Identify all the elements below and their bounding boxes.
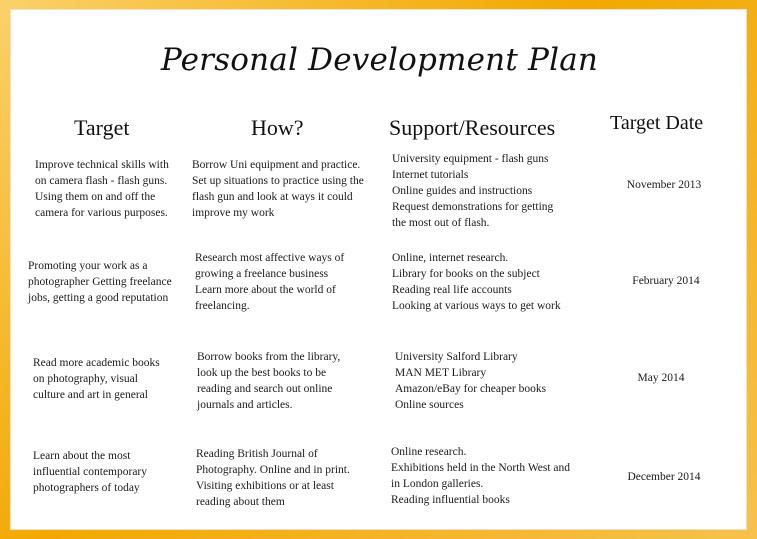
text-line: Read more academic books [33, 357, 160, 369]
text-line: Borrow Uni equipment and practice. [192, 159, 361, 171]
row-2-support [392, 250, 561, 314]
text-line: reading and search out online [197, 383, 333, 395]
row-1-how [192, 157, 364, 221]
text-line: Visiting exhibitions or at least [196, 480, 334, 492]
text-line: flash gun and look at ways it could [192, 191, 353, 203]
text-line: look up the best books to be [197, 367, 327, 379]
row-2-target [28, 258, 172, 306]
text-line: Learn about the most [33, 450, 131, 462]
text-line: Amazon/eBay for cheaper books [395, 383, 547, 395]
text-line: Promoting your work as a [28, 260, 148, 272]
text-line: improve my work [192, 207, 275, 219]
text-line: University Salford Library [395, 351, 518, 363]
text-line: Online research. [391, 446, 467, 458]
text-line: culture and art in general [33, 389, 148, 401]
row-3-how [197, 349, 340, 413]
text-line: Online guides and instructions [392, 185, 533, 197]
column-header-support: Support/Resources [389, 115, 556, 140]
row-4-target [33, 448, 147, 496]
text-line: Library for books on the subject [392, 268, 540, 280]
text-line: MAN MET Library [395, 367, 487, 379]
row-1-support [392, 151, 553, 231]
row-1-target [35, 157, 169, 221]
text-line: Learn more about the world of [195, 284, 336, 296]
text-line: the most out of flash. [392, 217, 490, 229]
text-line: Reading British Journal of [196, 448, 318, 460]
row-4-support [391, 444, 570, 508]
text-line: Looking at various ways to get work [392, 300, 561, 312]
text-line: photographers of today [33, 482, 140, 494]
row-2-target-date: February 2014 [632, 275, 700, 287]
text-line: journals and articles. [197, 399, 293, 411]
row-3-support [395, 349, 546, 413]
text-line: growing a freelance business [195, 268, 329, 280]
text-line: jobs, getting a good reputation [28, 292, 169, 304]
text-line: Request demonstrations for getting [392, 201, 554, 213]
row-4-how [196, 446, 350, 510]
text-line: reading about them [196, 496, 285, 508]
column-header-how: How? [251, 115, 304, 140]
column-header-target-date: Target Date [610, 112, 704, 134]
text-line: Improve technical skills with [35, 159, 169, 171]
text-line: Exhibitions held in the North West and [391, 462, 571, 474]
text-line: on camera flash - flash guns. [35, 175, 168, 187]
text-line: on photography, visual [33, 373, 138, 385]
column-header-target: Target [74, 115, 130, 140]
row-2-how [195, 250, 344, 314]
text-line: Reading influential books [391, 494, 510, 506]
text-line: Internet tutorials [392, 169, 469, 181]
text-line: in London galleries. [391, 478, 484, 490]
row-3-target [33, 355, 160, 403]
text-line: photographer Getting freelance [28, 276, 172, 288]
text-line: influential contemporary [33, 466, 148, 478]
text-line: freelancing. [195, 300, 250, 312]
text-line: Online sources [395, 399, 464, 411]
text-line: University equipment - flash guns [392, 153, 549, 165]
text-line: Research most affective ways of [195, 252, 345, 264]
text-line: Set up situations to practice using the [192, 175, 364, 187]
document-page [10, 9, 747, 530]
row-3-target-date: May 2014 [637, 372, 685, 384]
row-4-target-date: December 2014 [627, 471, 701, 483]
text-line: Reading real life accounts [392, 284, 512, 296]
text-line: Borrow books from the library, [197, 351, 341, 363]
document-title: Personal Development Plan [160, 42, 599, 78]
text-line: Online, internet research. [392, 252, 509, 264]
text-line: Photography. Online and in print. [196, 464, 350, 476]
text-line: Using them on and off the [35, 191, 156, 203]
row-1-target-date: November 2013 [626, 179, 702, 191]
text-line: camera for various purposes. [35, 207, 168, 219]
